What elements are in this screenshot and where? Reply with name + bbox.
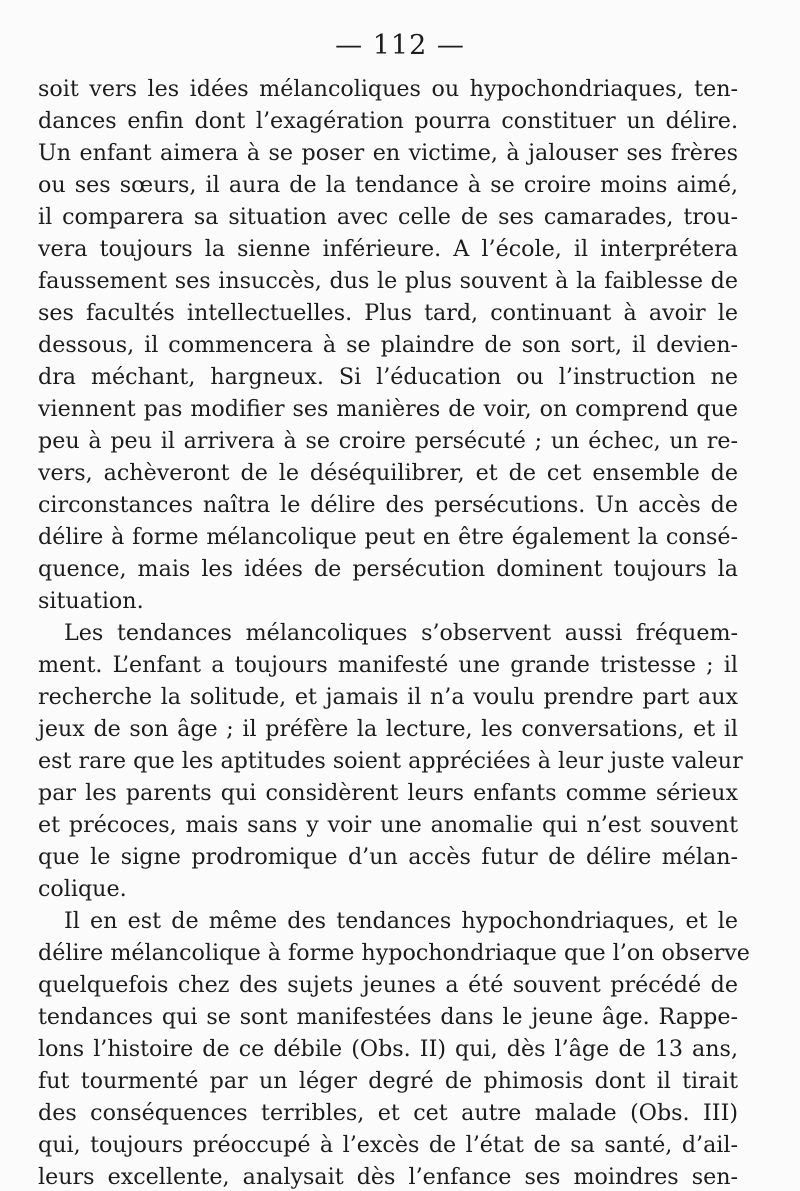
text-line: peu à peu il arrivera à se croire persécuté ; un échec, un re- xyxy=(38,428,738,454)
text-line: délire mélancolique à forme hypochondriaque que l’on observe xyxy=(38,940,750,966)
text-line: tendances qui se sont manifestées dans le jeune âge. Rappe- xyxy=(38,1004,738,1030)
text-line: jeux de son âge ; il préfère la lecture, les conversations, et il xyxy=(38,716,738,742)
text-line: qui, toujours préoccupé à l’excès de l’état de sa santé, d’ail- xyxy=(38,1132,738,1158)
text-line: leurs excellente, analysait dès l’enfance ses moindres sen- xyxy=(38,1164,738,1190)
text-line: dances enfin dont l’exagération pourra constituer un délire. xyxy=(38,108,738,134)
paragraph-end-line: situation. xyxy=(38,588,144,614)
text-line: circonstances naîtra le délire des persécutions. Un accès de xyxy=(38,492,738,518)
text-line: délire à forme mélancolique peut en être également la consé- xyxy=(38,524,738,550)
text-line: et précoces, mais sans y voir une anomalie qui n’est souvent xyxy=(38,812,738,838)
text-line: par les parents qui considèrent leurs enfants comme sérieux xyxy=(38,780,738,806)
text-line: fut tourmenté par un léger degré de phimosis dont il tirait xyxy=(38,1068,738,1094)
text-line: quelquefois chez des sujets jeunes a été souvent précédé de xyxy=(38,972,738,998)
text-line: que le signe prodromique d’un accès futur de délire mélan- xyxy=(38,844,738,870)
page-number: — 112 — xyxy=(335,30,465,61)
text-line: dessous, il commencera à se plaindre de son sort, il devien- xyxy=(38,332,738,358)
text-line: est rare que les aptitudes soient appréciées à leur juste valeur xyxy=(38,748,743,774)
text-line: recherche la solitude, et jamais il n’a voulu prendre part aux xyxy=(38,684,738,710)
text-line: vera toujours la sienne inférieure. A l’école, il interprétera xyxy=(38,236,738,262)
text-line: ment. L’enfant a toujours manifesté une grande tristesse ; il xyxy=(38,652,738,678)
text-line: dra méchant, hargneux. Si l’éducation ou l’instruction ne xyxy=(38,364,738,390)
text-line: lons l’histoire de ce débile (Obs. II) qui, dès l’âge de 13 ans, xyxy=(38,1036,738,1062)
text-line: viennent pas modifier ses manières de voir, on comprend que xyxy=(38,396,738,422)
text-line: ses facultés intellectuelles. Plus tard, continuant à avoir le xyxy=(38,300,738,326)
paragraph-start-line: Les tendances mélancoliques s’observent aussi fréquem- xyxy=(64,620,738,646)
paragraph-end-line: colique. xyxy=(38,876,127,902)
text-line: des conséquences terribles, et cet autre malade (Obs. III) xyxy=(38,1100,738,1126)
text-line: soit vers les idées mélancoliques ou hypochondriaques, ten- xyxy=(38,76,738,102)
text-line: Un enfant aimera à se poser en victime, à jalouser ses frères xyxy=(38,140,738,166)
text-line: il comparera sa situation avec celle de ses camarades, trou- xyxy=(38,204,738,230)
text-line: quence, mais les idées de persécution dominent toujours la xyxy=(38,556,738,582)
paragraph-start-line: Il en est de même des tendances hypochondriaques, et le xyxy=(64,908,738,934)
text-line: vers, achèveront de le déséquilibrer, et de cet ensemble de xyxy=(38,460,738,486)
text-line: ou ses sœurs, il aura de la tendance à se croire moins aimé, xyxy=(38,172,738,198)
text-line: faussement ses insuccès, dus le plus souvent à la faiblesse de xyxy=(38,268,738,294)
